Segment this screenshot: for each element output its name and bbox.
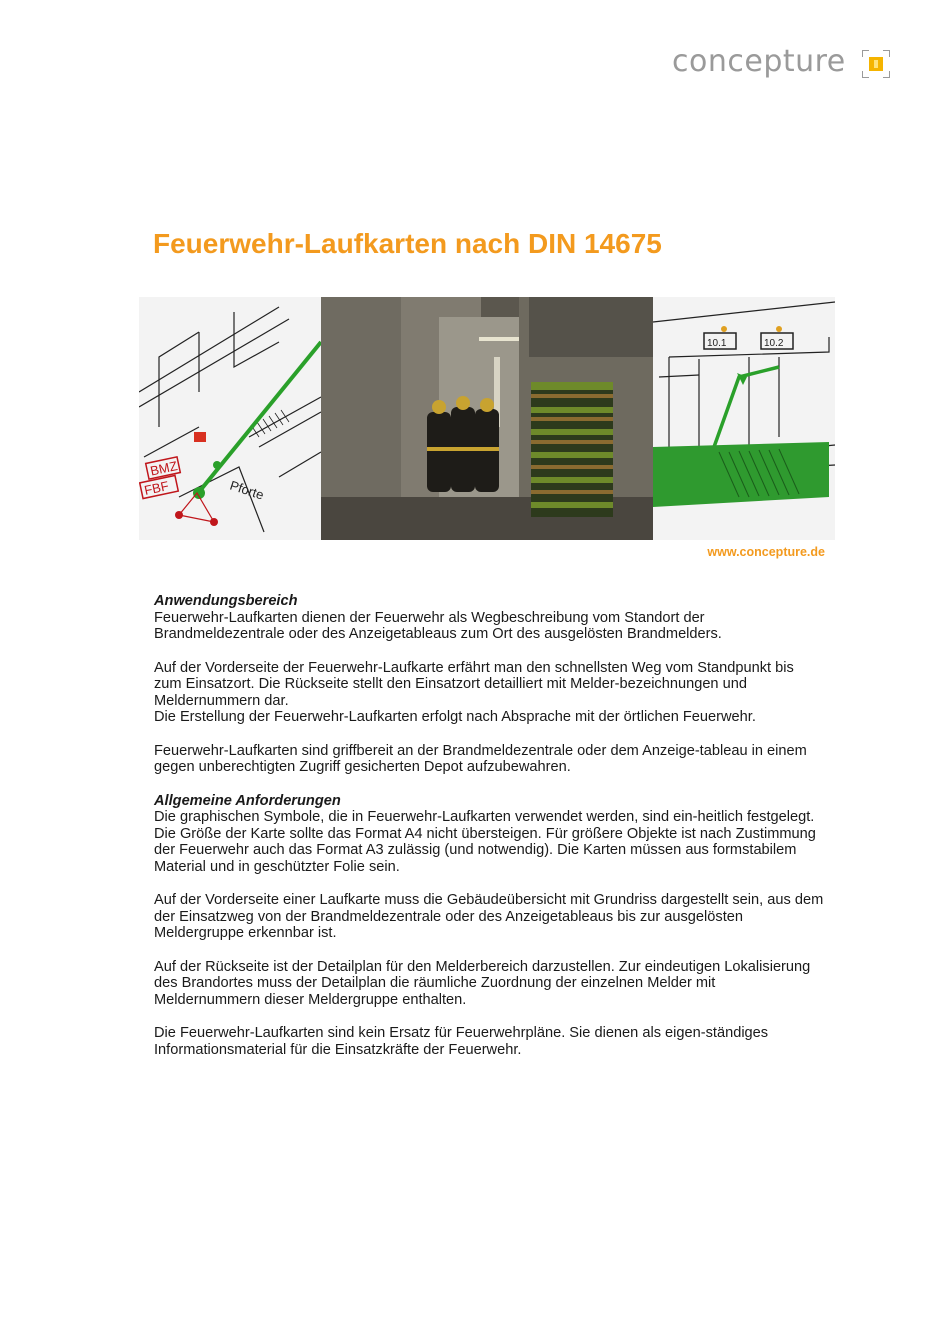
section-heading-anwendungsbereich: Anwendungsbereich bbox=[154, 593, 298, 609]
label-room-10-2: 10.2 bbox=[764, 338, 784, 349]
paragraph: Auf der Vorderseite einer Laufkarte muss die Gebäudeübersicht mit Grundriss dargestellt sein, aus dem der Einsatzweg von der Brandmeldezentrale oder des Anzeigetableaus bis zur ausgelösten Meldergruppe erkennbar ist. bbox=[154, 892, 824, 941]
section-heading-allgemeine-anforderungen: Allgemeine Anforderungen bbox=[154, 792, 341, 809]
company-logo bbox=[672, 44, 890, 79]
website-link[interactable]: www.concepture.de bbox=[707, 545, 825, 559]
label-room-10-1: 10.1 bbox=[707, 338, 727, 349]
logo-wordmark: concepture bbox=[672, 44, 846, 79]
label-pforte: Pforte bbox=[228, 477, 266, 503]
floor-plan-photo-right bbox=[653, 297, 835, 540]
page-title: Feuerwehr-Laufkarten nach DIN 14675 bbox=[153, 228, 662, 259]
paragraph: Feuerwehr-Laufkarten dienen der Feuerwehr als Wegbeschreibung vom Standort der Brandmeldezentrale oder des Anzeigetableaus zum Ort des ausgelösten Brandmelders. bbox=[154, 609, 722, 642]
paragraph: Feuerwehr-Laufkarten sind griffbereit an der Brandmeldezentrale oder dem Anzeige-tableau in einem gegen unberechtigten Zugriff gesicherten Depot aufzubewahren. bbox=[154, 742, 807, 775]
main-content bbox=[154, 593, 824, 1058]
paragraph: Die Erstellung der Feuerwehr-Laufkarten erfolgt nach Absprache mit der örtlichen Feuerwehr. bbox=[154, 709, 756, 725]
label-fbf: FBF bbox=[142, 478, 171, 498]
firefighters-photo-middle bbox=[321, 297, 653, 540]
floor-plan-photo-left bbox=[139, 297, 321, 540]
paragraph: Auf der Rückseite ist der Detailplan für den Melderbereich darzustellen. Zur eindeutigen Lokalisierung des Brandortes muss der Detailplan die räumliche Zuordnung der einzelnen Melder mit Meldernummern dieser Meldergruppe enthalten. bbox=[154, 958, 811, 1008]
paragraph: Auf der Vorderseite der Feuerwehr-Laufkarte erfährt man den schnellsten Weg vom Standpunkt bis zum Einsatzort. Die Rückseite stellt den Einsatzort detailliert mit Melder-bezeichnungen und Meldernummern dar. bbox=[154, 659, 794, 709]
label-bmz: BMZ bbox=[148, 458, 179, 479]
logo-mark-icon bbox=[862, 50, 890, 78]
paragraph: Die graphischen Symbole, die in Feuerwehr-Laufkarten verwendet werden, sind ein-heitlich festgelegt. Die Größe der Karte sollte das Format A4 nicht übersteigen. Für größere Objekte ist nach Zustimmung der Feuerwehr auch das Format A3 zulässig (und notwendig). Die Karten müssen aus formstabilem Material und in geschützter Folie sein. bbox=[154, 809, 816, 875]
paragraph: Die Feuerwehr-Laufkarten sind kein Ersatz für Feuerwehrpläne. Sie dienen als eigen-ständiges Informationsmaterial für die Einsatzkräfte der Feuerwehr. bbox=[154, 1025, 769, 1058]
photo-strip bbox=[139, 297, 835, 540]
